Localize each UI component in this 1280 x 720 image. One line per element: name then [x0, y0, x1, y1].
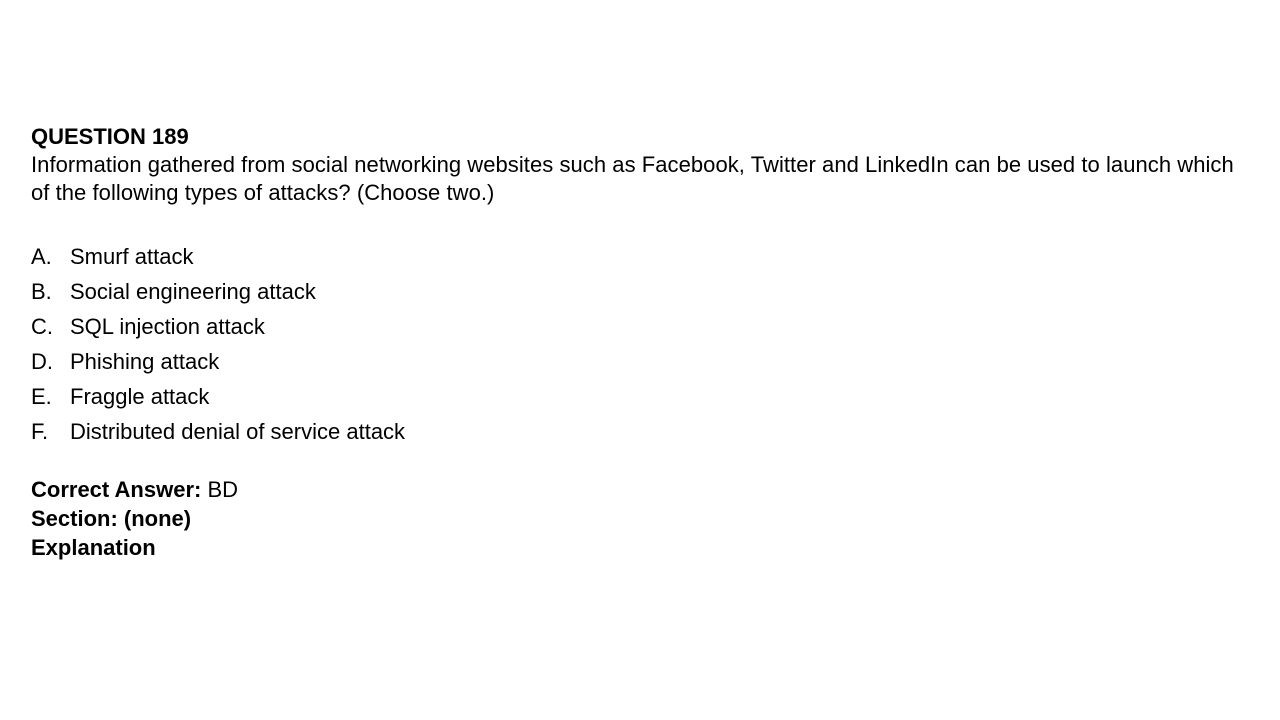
option-label: Phishing attack: [70, 349, 220, 374]
option-e: [31, 379, 1256, 414]
option-letter: F.: [31, 419, 49, 444]
explanation-label: Explanation: [31, 535, 156, 560]
section-label: Section: (none): [31, 506, 192, 531]
option-b: [31, 274, 1256, 309]
option-letter: E.: [31, 384, 52, 409]
option-a: [31, 239, 1256, 274]
option-label: Smurf attack: [70, 244, 194, 269]
option-label: SQL injection attack: [70, 314, 265, 339]
option-label: Fraggle attack: [70, 384, 210, 409]
correct-answer-label: Correct Answer:: [31, 477, 202, 502]
option-c: [31, 309, 1256, 344]
option-f: [31, 414, 1256, 449]
question-title: QUESTION 189: [31, 124, 189, 149]
option-d: [31, 344, 1256, 379]
option-letter: C.: [31, 314, 53, 339]
correct-answer-line: [31, 475, 1256, 504]
answer-block: [31, 475, 1256, 562]
option-letter: B.: [31, 279, 52, 304]
question-document: [31, 123, 1256, 562]
options-list: [31, 239, 1256, 449]
correct-answer-value: BD: [201, 477, 239, 502]
option-letter: A.: [31, 244, 52, 269]
question-text: Information gathered from social networking websites such as Facebook, Twitter and LinkedIn can be used to launch which of the following types of attacks? (Choose two.): [31, 152, 1234, 205]
option-label: Social engineering attack: [70, 279, 316, 304]
option-label: Distributed denial of service attack: [70, 419, 406, 444]
option-letter: D.: [31, 349, 53, 374]
